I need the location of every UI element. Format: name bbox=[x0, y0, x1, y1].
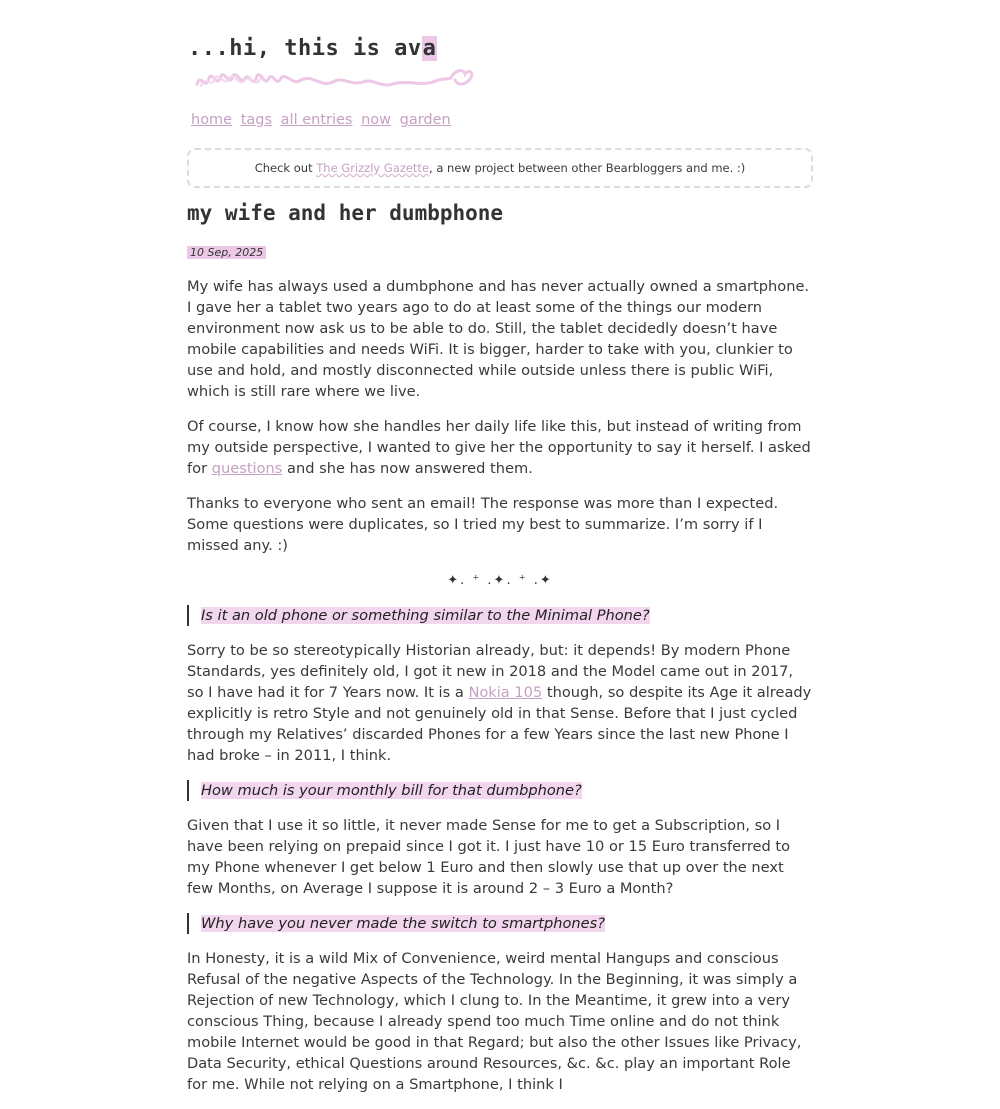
answer-3: In Honesty, it is a wild Mix of Convenience, weird mental Hangups and conscious Refusal of the negative Aspects of the Technology. In the Beginning, it was simply a Rejection of new Technology, which I clung to. In the Meantime, it grew into a very conscious Thing, because I already spend too much Time online and do not think mobile Internet would be good in that Regard; but also the other Issues like Privacy, Data Security, ethical Questions around Resources, &c. &c. play an important Role for me. While not relying on a Smartphone, I think I bbox=[187, 950, 802, 1093]
intro-paragraph-3: Thanks to everyone who sent an email! The response was more than I expected. Some questions were duplicates, so I tried my best to summarize. I’m sorry if I missed any. :) bbox=[187, 495, 779, 554]
nav-now-link[interactable]: now bbox=[361, 112, 392, 128]
site-title-text: ...hi, this is av bbox=[188, 36, 422, 61]
banner-prefix: Check out bbox=[254, 161, 317, 175]
question-1 bbox=[187, 605, 813, 626]
announcement-banner bbox=[187, 148, 813, 188]
intro-paragraph-2 bbox=[187, 416, 813, 479]
post-date: 10 Sep, 2025 bbox=[187, 246, 266, 259]
intro-paragraph-1: My wife has always used a dumbphone and has never actually owned a smartphone. I gave her a tablet two years ago to do at least some of the things our modern environment now ask us to be able to do. Still, the tablet decidedly doesn’t have mobile capabilities and needs WiFi. It is bigger, harder to take with you, clunkier to use and hold, and mostly disconnected while outside unless there is public WiFi, which is still rare where we live. bbox=[187, 278, 810, 400]
grizzly-gazette-link[interactable]: The Grizzly Gazette bbox=[316, 161, 430, 175]
banner-suffix: , a new project between other Bearbloggers and me. :) bbox=[429, 161, 746, 175]
question-2 bbox=[187, 780, 813, 801]
squiggle-underline-icon bbox=[193, 64, 475, 94]
nav-tags-link[interactable]: tags bbox=[240, 112, 273, 128]
answer1-text-after: though, so despite its Age it already explicitly is retro Style and not genuinely old in that Sense. Before that I just cycled through my Relatives’ discarded Phones for a few Years since the last new Phone I had broke – in 2011, I think. bbox=[187, 684, 812, 764]
intro2-text-after: and she has now answered them. bbox=[282, 460, 533, 477]
post-title: my wife and her dumbphone bbox=[187, 201, 504, 225]
post-body bbox=[187, 276, 813, 1109]
question-3-text: Why have you never made the switch to smartphones? bbox=[201, 915, 605, 932]
nav-all-entries-link[interactable]: all entries bbox=[280, 112, 353, 128]
answer1-text-before: Sorry to be so stereotypically Historian already, but: it depends! By modern Phone Standards, yes definitely old, I got it new in 2018 and the Model came out in 2017, so I have had it for 7 Years now. It is a bbox=[187, 642, 794, 701]
nav-garden-link[interactable]: garden bbox=[399, 112, 451, 128]
question-2-text: How much is your monthly bill for that dumbphone? bbox=[201, 782, 582, 799]
nav-home-link[interactable]: home bbox=[191, 112, 233, 128]
nokia-105-link[interactable]: Nokia 105 bbox=[468, 684, 543, 701]
answer-1 bbox=[187, 640, 813, 766]
site-title[interactable] bbox=[188, 36, 437, 61]
question-1-text: Is it an old phone or something similar to the Minimal Phone? bbox=[201, 607, 650, 624]
sparkle-separator: ✦. ⁺ .✦. ⁺ .✦ bbox=[447, 573, 553, 588]
nav-bar bbox=[191, 112, 455, 128]
title-cursor: a bbox=[422, 36, 437, 61]
intro2-text-before: Of course, I know how she handles her daily life like this, but instead of writing from my outside perspective, I wanted to give her the opportunity to say it herself. I asked for bbox=[187, 418, 811, 477]
question-3 bbox=[187, 913, 813, 934]
questions-link[interactable]: questions bbox=[211, 460, 283, 477]
answer-2: Given that I use it so little, it never made Sense for me to get a Subscription, so I have been relying on prepaid since I got it. I just have 10 or 15 Euro transferred to my Phone whenever I get below 1 Euro and then slowly use that up over the next few Months, on Average I suppose it is around 2 – 3 Euro a Month? bbox=[187, 817, 791, 897]
